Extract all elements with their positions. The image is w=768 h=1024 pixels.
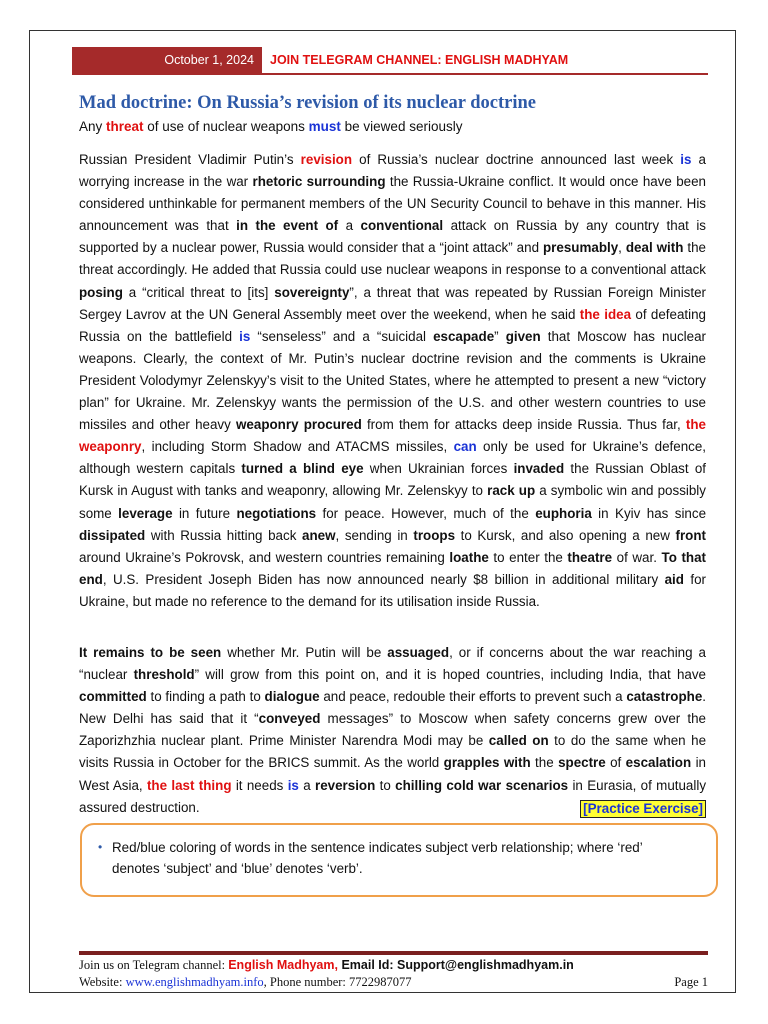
- footer-divider: [79, 951, 708, 955]
- keyword: To that end: [79, 549, 706, 587]
- subject-word: the idea: [579, 306, 632, 322]
- article-paragraph-1: Russian President Vladimir Putin’s revision of Russia’s nuclear doctrine announced last week is a worrying increase in the war rhetoric surrounding the Russia-Ukraine conflict. It would once have been considered unthinkable for permanent members of the UN Security Council to behave in this manner. His announcement was that in the event of a conventional attack on Russia by any country that is supported by a nuclear power, Russia would consider that a “joint attack” and presumably, deal with the threat accordingly. He added that Russia could use nuclear weapons in response to a conventional attack posing a “critical threat to [its] sovereignty”, a threat that was repeated by Russian Foreign Minister Sergey Lavrov at the UN General Assembly meet over the weekend, when he said the idea of defeating Russia on the battlefield is “senseless” and a “suicidal escapade” given that Moscow has nuclear weapons. Clearly, the context of Mr. Putin’s nuclear doctrine revision and the comments is Ukraine President Volodymyr Zelenskyy’s visit to the United States, where he attempted to present a new “victory plan” for Ukraine. Mr. Zelenskyy wants the permission of the U.S. and other western countries to use missiles and other heavy weaponry procured from them for attacks deep inside Russia. Thus far, the weaponry, including Storm Shadow and ATACMS missiles, can only be used for Ukraine’s defence, although western capitals turned a blind eye when Ukrainian forces invaded the Russian Oblast of Kursk in August with tanks and weaponry, allowing Mr. Zelenskyy to rack up a symbolic win and possibly some leverage in future negotiations for peace. However, much of the euphoria in Kyiv has since dissipated with Russia hitting back anew, sending in troops to Kursk, and also opening a new front around Ukraine’s Pokrovsk, and western countries remaining loathe to enter the theatre of war. To that end, U.S. President Joseph Biden has now announced nearly $8 billion in additional military aid for Ukraine, but made no reference to the demand for its utilisation inside Russia.: [79, 152, 707, 609]
- footer-email: Email Id: Support@englishmadhyam.in: [337, 958, 574, 972]
- keyword: dissipated: [79, 527, 146, 543]
- practice-exercise-link[interactable]: [Practice Exercise]: [580, 800, 706, 818]
- footer-telegram-line: [79, 958, 574, 973]
- footer-phone: , Phone number: 7722987077: [263, 975, 412, 989]
- keyword: catastrophe: [626, 689, 703, 705]
- note-text: Red/blue coloring of words in the sentence indicates subject verb relationship; where ‘red’ denotes ‘subject’ and ‘blue’ denotes ‘verb’.: [112, 840, 643, 876]
- footer-website-link[interactable]: www.englishmadhyam.info: [125, 975, 264, 989]
- keyword: grapples with: [443, 755, 531, 771]
- keyword: rhetoric surrounding: [252, 174, 386, 190]
- keyword: It remains to be seen: [79, 645, 222, 660]
- keyword: conveyed: [258, 711, 321, 727]
- article-paragraph-2: [79, 642, 706, 819]
- keyword: escapade: [433, 328, 495, 344]
- keyword: given: [505, 328, 541, 344]
- bullet-icon: •: [98, 840, 103, 854]
- header-date: October 1, 2024: [72, 47, 262, 73]
- footer-website-line: [79, 975, 708, 990]
- subject-word: threat: [106, 119, 144, 134]
- keyword: presumably: [543, 240, 619, 256]
- keyword: chilling cold war scenarios: [395, 777, 569, 793]
- paragraph-2-text: It remains to be seen whether Mr. Putin will be assuaged, or if concerns about the war reaching a “nuclear threshold” will grow from this point on, and it is hoped countries, including India, that have committed to finding a path to dialogue and peace, redouble their efforts to prevent such a catastrophe. New Delhi has said that it “conveyed messages” to Moscow when safety concerns grew over the Zaporizhzhia nuclear plant. Prime Minister Narendra Modi may be called on to do the same when he visits Russia in October for the BRICS summit. As the world grapples with the spectre of escalation in West Asia, the last thing it needs is a reversion to chilling cold war scenarios in Eurasia, of mutually assured destruction.: [79, 645, 707, 815]
- keyword: rack up: [487, 483, 536, 499]
- keyword: weaponry procured: [236, 417, 362, 433]
- keyword: loathe: [449, 549, 489, 565]
- article-subtitle: Any threat of use of nuclear weapons must be viewed seriously: [79, 119, 463, 134]
- note-box: [80, 823, 718, 897]
- verb-word: can: [453, 439, 477, 455]
- subject-word: revision: [300, 152, 353, 167]
- subject-word: the last thing: [146, 777, 232, 793]
- header-divider: [72, 73, 708, 75]
- footer-channel-link[interactable]: English Madhyam,: [228, 958, 338, 972]
- keyword: in the event of: [236, 218, 339, 234]
- keyword: dialogue: [264, 689, 320, 705]
- verb-word: must: [308, 119, 341, 134]
- header-bar: [72, 47, 708, 73]
- keyword: called on: [488, 733, 549, 749]
- keyword: posing: [79, 284, 123, 300]
- keyword: deal with: [625, 240, 684, 256]
- keyword: assuaged: [387, 645, 450, 660]
- keyword: turned a blind eye: [241, 461, 364, 477]
- footer-website-prefix: Website:: [79, 975, 126, 989]
- keyword: front: [675, 527, 706, 543]
- footer-join-prefix: Join us on Telegram channel:: [79, 958, 229, 972]
- keyword: spectre: [558, 755, 606, 771]
- keyword: aid: [664, 571, 684, 587]
- keyword: negotiations: [236, 505, 317, 521]
- keyword: sovereignty: [274, 284, 350, 300]
- keyword: euphoria: [535, 505, 592, 521]
- keyword: troops: [413, 527, 456, 543]
- keyword: committed: [79, 689, 147, 705]
- keyword: anew: [302, 527, 336, 543]
- header-telegram-banner[interactable]: JOIN TELEGRAM CHANNEL: ENGLISH MADHYAM: [270, 53, 569, 67]
- keyword: invaded: [513, 461, 565, 477]
- page-number: Page 1: [674, 975, 708, 989]
- keyword: reversion: [314, 777, 376, 793]
- keyword: escalation: [625, 755, 692, 771]
- keyword: leverage: [118, 505, 173, 521]
- article-title: Mad doctrine: On Russia’s revision of its nuclear doctrine: [79, 93, 537, 113]
- verb-word: is: [287, 777, 299, 793]
- keyword: threshold: [133, 667, 195, 683]
- subject-word: the weaponry: [79, 417, 707, 455]
- keyword: theatre: [567, 549, 613, 565]
- verb-word: is: [239, 328, 251, 344]
- verb-word: is: [680, 152, 692, 167]
- keyword: conventional: [360, 218, 444, 234]
